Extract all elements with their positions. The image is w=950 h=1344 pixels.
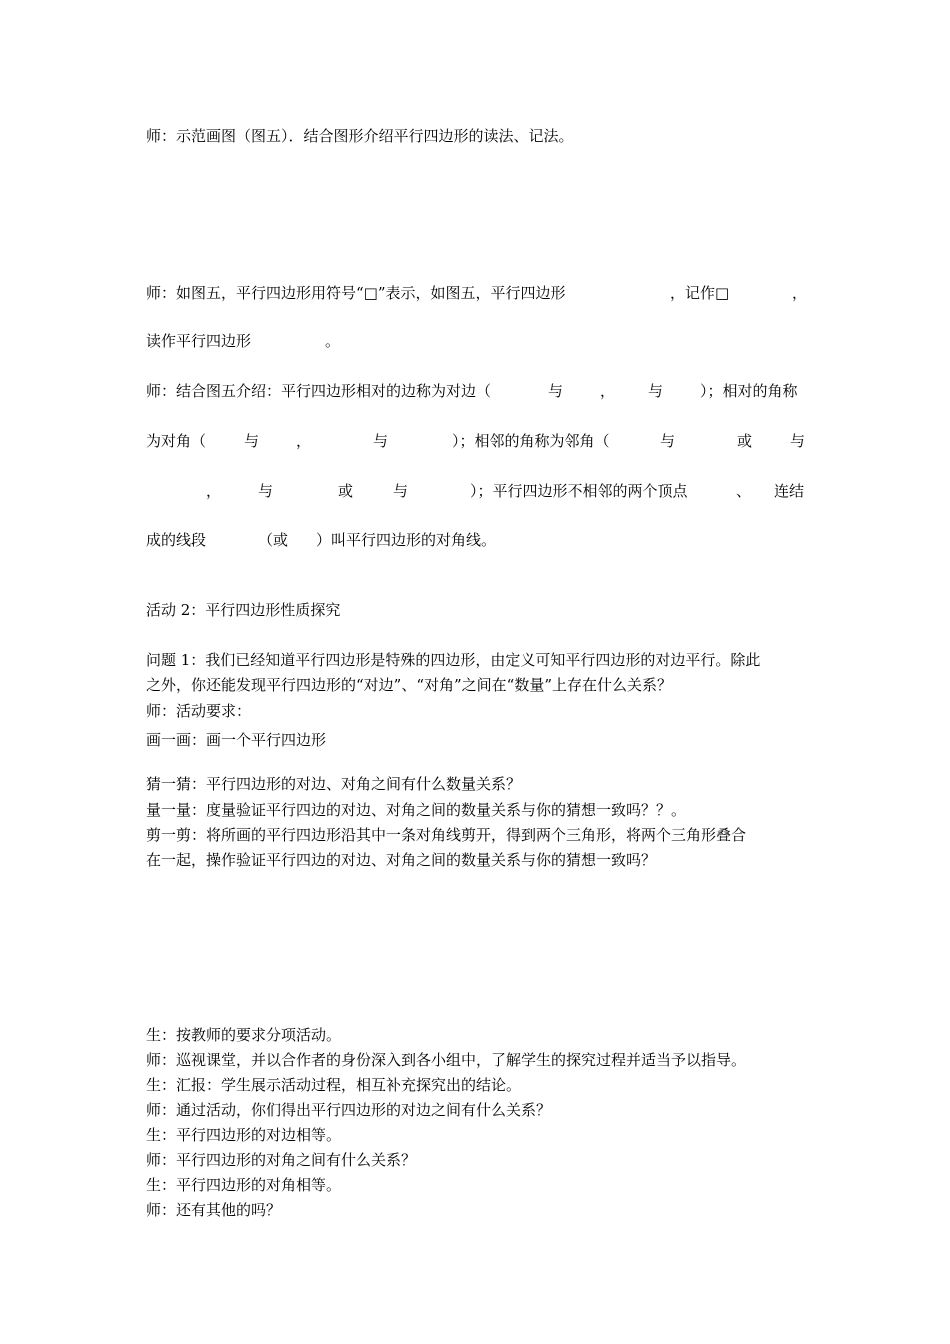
terms-text: 与 (648, 382, 664, 400)
terms-text: 连结 (774, 482, 805, 500)
notation-jizuo: ，记作□ (670, 284, 730, 302)
terms-line-2: 为对角（ (146, 432, 207, 450)
terms-text: （或 (258, 531, 289, 549)
task-line: 剪一剪：将所画的平行四边形沿其中一条对角线剪开，得到两个三角形，将两个三角形叠合 (146, 826, 747, 844)
question-line-3: 师：活动要求： (146, 702, 252, 720)
task-line: 量一量：度量验证平行四边的对边、对角之间的数量关系与你的猜想一致吗？？。 (146, 801, 687, 819)
question-line-2: 之外，你还能发现平行四边形的“对边”、“对角”之间在“数量”上存在什么关系？ (146, 676, 673, 694)
dialogue-line: 师：还有其他的吗？ (146, 1201, 282, 1219)
dialogue-line: 师：通过活动，你们得出平行四边形的对边之间有什么关系？ (146, 1101, 552, 1119)
activity-title: 活动 2：平行四边形性质探究 (146, 601, 341, 619)
task-line: 猜一猜：平行四边形的对边、对角之间有什么数量关系？ (146, 775, 522, 793)
notation-line-1: 师：如图五，平行四边形用符号“□”表示，如图五，平行四边形 (146, 284, 566, 302)
dialogue-line: 生：平行四边形的对边相等。 (146, 1126, 342, 1144)
terms-text: ）；平行四边形不相邻的两个顶点 (470, 482, 688, 500)
dialogue-line: 师：平行四边形的对角之间有什么关系？ (146, 1151, 417, 1169)
terms-text: 与 (790, 432, 806, 450)
terms-text: ）；相邻的角称为邻角（ (452, 432, 610, 450)
question-line-1: 问题 1：我们已经知道平行四边形是特殊的四边形，由定义可知平行四边形的对边平行。除此 (146, 651, 761, 669)
task-draw: 画一画：画一个平行四边形 (146, 731, 327, 749)
dialogue-line: 生：平行四边形的对角相等。 (146, 1176, 342, 1194)
notation-line-2-end: 。 (325, 332, 341, 350)
terms-text: ， (206, 482, 222, 500)
terms-line-1: 师：结合图五介绍：平行四边形相对的边称为对边（ (146, 382, 492, 400)
terms-text: 与 (548, 382, 564, 400)
notation-comma: ， (792, 284, 808, 302)
terms-text: 或 (737, 432, 753, 450)
dialogue-line: 生：汇报：学生展示活动过程，相互补充探究出的结论。 (146, 1076, 522, 1094)
dialogue-line: 生：按教师的要求分项活动。 (146, 1026, 342, 1044)
intro-paragraph: 师：示范画图（图五）．结合图形介绍平行四边形的读法、记法。 (146, 127, 574, 145)
terms-text: 、 (736, 482, 752, 500)
task-line: 在一起，操作验证平行四边的对边、对角之间的数量关系与你的猜想一致吗？ (146, 851, 657, 869)
terms-text: 与 (393, 482, 409, 500)
terms-text: 或 (338, 482, 354, 500)
terms-text: 与 (258, 482, 274, 500)
terms-text: 与 (244, 432, 260, 450)
terms-text: 与 (660, 432, 676, 450)
dialogue-line: 师：巡视课堂，并以合作者的身份深入到各小组中，了解学生的探究过程并适当予以指导。 (146, 1051, 747, 1069)
terms-text: 与 (373, 432, 389, 450)
terms-line-4: 成的线段 (146, 531, 207, 549)
terms-text: ， (296, 432, 312, 450)
terms-text: ， (600, 382, 616, 400)
terms-text: ）；相对的角称 (700, 382, 798, 400)
notation-line-2: 读作平行四边形 (146, 332, 252, 350)
terms-text: ）叫平行四边形的对角线。 (316, 531, 497, 549)
